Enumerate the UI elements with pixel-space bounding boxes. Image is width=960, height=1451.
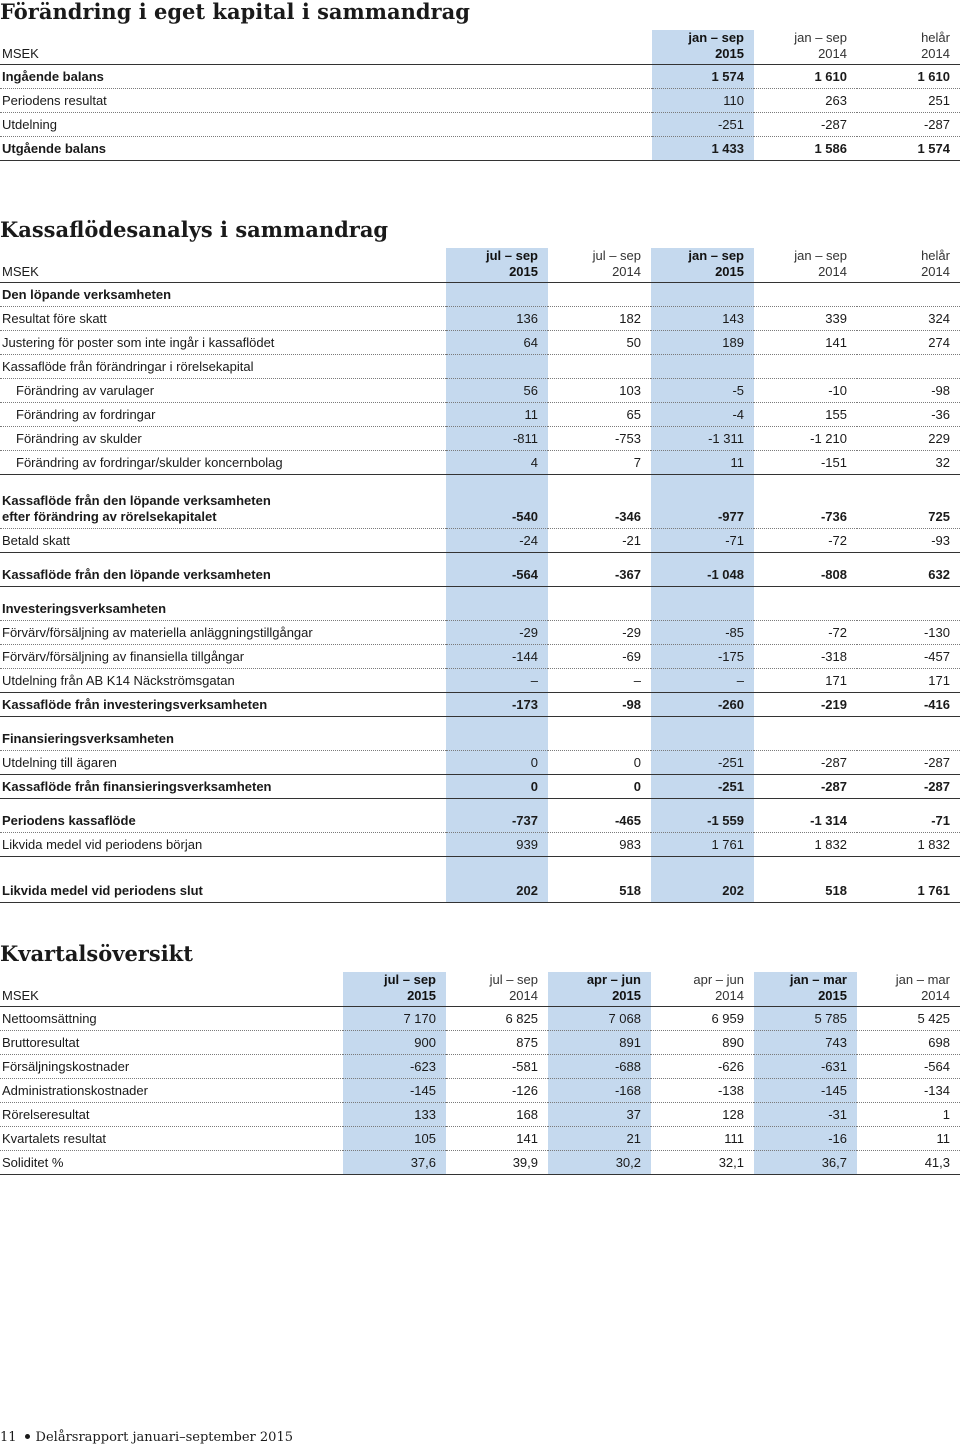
cell-value xyxy=(651,283,754,307)
cell-value: -287 xyxy=(857,751,960,775)
cell-value: 32 xyxy=(857,451,960,475)
column-header: jul – sep 2015 xyxy=(446,248,548,283)
cell-value: -465 xyxy=(548,809,651,833)
column-header: jan – sep 2014 xyxy=(794,30,847,61)
table-row xyxy=(0,1079,960,1103)
cell-value: -287 xyxy=(754,751,857,775)
cell-value: 983 xyxy=(548,833,651,857)
spacer-row xyxy=(0,799,960,810)
table-row xyxy=(0,1031,960,1055)
row-label: Förvärv/försäljning av finansiella tillgångar xyxy=(0,645,446,669)
cell-value: 11 xyxy=(857,1127,960,1151)
table-row xyxy=(0,645,960,669)
cell-value xyxy=(754,283,857,307)
cell-value: -29 xyxy=(548,621,651,645)
cell-value: -138 xyxy=(651,1079,754,1103)
row-label: Förändring av fordringar xyxy=(0,403,446,427)
cell-value: 0 xyxy=(548,751,651,775)
cell-value: 324 xyxy=(857,307,960,331)
cell-value: 133 xyxy=(343,1103,446,1127)
cell-value xyxy=(754,355,857,379)
cell-value: 11 xyxy=(446,403,548,427)
row-label: Förvärv/försäljning av materiella anläggningstillgångar xyxy=(0,621,446,645)
column-header: jan – mar 2015 xyxy=(754,972,857,1007)
cell-value: -71 xyxy=(857,809,960,833)
cell-value xyxy=(754,597,857,621)
cell-value: 202 xyxy=(446,879,548,903)
cell-value: -21 xyxy=(548,529,651,553)
cell-value: -631 xyxy=(754,1055,857,1079)
cell-value: -29 xyxy=(446,621,548,645)
cell-value: 41,3 xyxy=(857,1151,960,1175)
cell-value: 155 xyxy=(754,403,857,427)
table-row xyxy=(0,879,960,903)
table-row xyxy=(0,751,960,775)
table-row xyxy=(0,1103,960,1127)
cell-value: 4 xyxy=(446,451,548,475)
cell-value: -753 xyxy=(548,427,651,451)
cell-value: -318 xyxy=(754,645,857,669)
cell-value: -1 314 xyxy=(754,809,857,833)
cell-value: 698 xyxy=(857,1031,960,1055)
cell-value: -581 xyxy=(446,1055,548,1079)
row-label: Kvartalets resultat xyxy=(0,1127,343,1151)
cell-value: 1 761 xyxy=(857,879,960,903)
row-label: Kassaflöde från förändringar i rörelsekapital xyxy=(0,355,446,379)
cell-value xyxy=(548,597,651,621)
cell-value: 0 xyxy=(548,775,651,799)
cell-value: 1 832 xyxy=(754,833,857,857)
cell-value: -134 xyxy=(857,1079,960,1103)
quarterly-title: Kvartalsöversikt xyxy=(0,941,193,966)
cell-value: 39,9 xyxy=(446,1151,548,1175)
table-row xyxy=(0,355,960,379)
cell-value: 50 xyxy=(548,331,651,355)
column-header: helår 2014 xyxy=(921,30,950,61)
cell-value: 182 xyxy=(548,307,651,331)
cell-value xyxy=(857,597,960,621)
cell-value: -16 xyxy=(754,1127,857,1151)
row-label: Administrationskostnader xyxy=(0,1079,343,1103)
cell-value: -36 xyxy=(857,403,960,427)
cell-value: -145 xyxy=(754,1079,857,1103)
cell-value: 189 xyxy=(651,331,754,355)
row-label: Investeringsverksamheten xyxy=(0,597,446,621)
cell-value: -416 xyxy=(857,693,960,717)
cell-value: 21 xyxy=(548,1127,651,1151)
cell-value: 7 xyxy=(548,451,651,475)
table-row xyxy=(0,1127,960,1151)
cell-value: 0 xyxy=(446,775,548,799)
cell-value: 229 xyxy=(857,427,960,451)
quarterly-section xyxy=(0,942,960,1175)
row-label: Soliditet % xyxy=(0,1151,343,1175)
cashflow-title: Kassaflödesanalys i sammandrag xyxy=(0,217,389,242)
cell-value xyxy=(446,727,548,751)
row-label: Förändring av fordringar/skulder koncernbolag xyxy=(0,451,446,475)
bullet-icon xyxy=(25,1434,30,1439)
cell-value xyxy=(548,355,651,379)
cell-value: -10 xyxy=(754,379,857,403)
cell-value: -1 559 xyxy=(651,809,754,833)
cell-value xyxy=(446,283,548,307)
row-label: Betald skatt xyxy=(0,529,446,553)
cell-value: 36,7 xyxy=(754,1151,857,1175)
cell-value: 0 xyxy=(446,751,548,775)
cell-value xyxy=(857,727,960,751)
equity-table xyxy=(0,30,960,161)
row-label: Förändring av varulager xyxy=(0,379,446,403)
cell-value: 900 xyxy=(343,1031,446,1055)
cell-value: 7 068 xyxy=(548,1007,651,1031)
column-header: jul – sep 2014 xyxy=(592,248,641,279)
equity-header-row xyxy=(0,30,960,65)
cell-value: -251 xyxy=(651,751,754,775)
cell-value: 141 xyxy=(446,1127,548,1151)
row-label: Periodens kassaflöde xyxy=(0,809,446,833)
row-label: Utdelning till ägaren xyxy=(0,751,446,775)
cell-value: 6 825 xyxy=(446,1007,548,1031)
cell-value: 56 xyxy=(446,379,548,403)
cell-value: -145 xyxy=(343,1079,446,1103)
cell-value: 168 xyxy=(446,1103,548,1127)
cell-value: -72 xyxy=(754,529,857,553)
cell-value: 141 xyxy=(754,331,857,355)
table-row xyxy=(0,669,960,693)
cell-value: -1 311 xyxy=(651,427,754,451)
table-row xyxy=(0,529,960,553)
cell-value: 1 761 xyxy=(651,833,754,857)
cell-value: -736 xyxy=(754,485,857,529)
cell-value: -98 xyxy=(548,693,651,717)
cell-value: -688 xyxy=(548,1055,651,1079)
cell-value: -4 xyxy=(651,403,754,427)
spacer-row xyxy=(0,857,960,880)
cell-value: 37,6 xyxy=(343,1151,446,1175)
unit-label: MSEK xyxy=(2,264,39,279)
footer-text: Delårsrapport januari–september 2015 xyxy=(35,1430,293,1445)
equity-title: Förändring i eget kapital i sammandrag xyxy=(0,0,470,24)
column-header: apr – jun 2015 xyxy=(548,972,651,1007)
column-header: jan – sep 2014 xyxy=(794,248,847,279)
equity-section xyxy=(0,0,960,161)
cell-value xyxy=(446,355,548,379)
cell-value: -98 xyxy=(857,379,960,403)
cell-value: 37 xyxy=(548,1103,651,1127)
cell-value: -175 xyxy=(651,645,754,669)
cell-value: -93 xyxy=(857,529,960,553)
row-label: Kassaflöde från finansieringsverksamheten xyxy=(0,775,446,799)
cell-value: -144 xyxy=(446,645,548,669)
cell-value: 518 xyxy=(754,879,857,903)
cell-value xyxy=(857,283,960,307)
column-header: jan – sep 2015 xyxy=(651,248,754,283)
cell-value xyxy=(651,355,754,379)
table-row xyxy=(0,485,960,529)
cell-value: -130 xyxy=(857,621,960,645)
unit-label: MSEK xyxy=(2,46,39,61)
cell-value: 725 xyxy=(857,485,960,529)
unit-label: MSEK xyxy=(2,988,39,1003)
table-row xyxy=(0,1007,960,1031)
row-label: Likvida medel vid periodens början xyxy=(0,833,446,857)
cell-value: -71 xyxy=(651,529,754,553)
cell-value: -251 xyxy=(651,775,754,799)
cell-value: 136 xyxy=(446,307,548,331)
row-label: Finansieringsverksamheten xyxy=(0,727,446,751)
cell-value: 890 xyxy=(651,1031,754,1055)
cell-value: -219 xyxy=(754,693,857,717)
row-label: Försäljningskostnader xyxy=(0,1055,343,1079)
cell-value xyxy=(857,355,960,379)
cell-value: 7 170 xyxy=(343,1007,446,1031)
cell-value: -346 xyxy=(548,485,651,529)
cell-value: 143 xyxy=(651,307,754,331)
table-row xyxy=(0,833,960,857)
cell-value xyxy=(548,727,651,751)
spacer-row xyxy=(0,475,960,486)
cell-value: -737 xyxy=(446,809,548,833)
table-row xyxy=(0,379,960,403)
table-row xyxy=(0,283,960,307)
cell-value: -85 xyxy=(651,621,754,645)
cell-value: -151 xyxy=(754,451,857,475)
table-row xyxy=(0,775,960,799)
quarterly-table xyxy=(0,972,960,1175)
cell-value: -168 xyxy=(548,1079,651,1103)
cell-value: – xyxy=(548,669,651,693)
cell-value: -623 xyxy=(343,1055,446,1079)
row-label: Förändring av skulder xyxy=(0,427,446,451)
cell-value: 339 xyxy=(754,307,857,331)
table-row xyxy=(0,597,960,621)
cell-value: 891 xyxy=(548,1031,651,1055)
cell-value: -367 xyxy=(548,563,651,587)
table-row: Utdelning -251 -287 -287 xyxy=(0,113,960,137)
cell-value: 1 xyxy=(857,1103,960,1127)
page-number: 11 xyxy=(0,1430,17,1445)
cell-value xyxy=(651,597,754,621)
cell-value: -126 xyxy=(446,1079,548,1103)
cell-value: 171 xyxy=(857,669,960,693)
cell-value: -564 xyxy=(857,1055,960,1079)
cell-value: 30,2 xyxy=(548,1151,651,1175)
cell-value: -69 xyxy=(548,645,651,669)
cell-value: -1 210 xyxy=(754,427,857,451)
cell-value: -811 xyxy=(446,427,548,451)
table-row xyxy=(0,427,960,451)
row-label: Rörelseresultat xyxy=(0,1103,343,1127)
spacer-row xyxy=(0,717,960,728)
table-row xyxy=(0,693,960,717)
table-row xyxy=(0,727,960,751)
cell-value: -977 xyxy=(651,485,754,529)
cell-value xyxy=(754,727,857,751)
row-label: Bruttoresultat xyxy=(0,1031,343,1055)
table-row xyxy=(0,1055,960,1079)
cell-value: -24 xyxy=(446,529,548,553)
cell-value: 5 425 xyxy=(857,1007,960,1031)
cell-value: 518 xyxy=(548,879,651,903)
row-label: Kassaflöde från investeringsverksamheten xyxy=(0,693,446,717)
cell-value: – xyxy=(446,669,548,693)
column-header: jan – sep 2015 xyxy=(652,30,754,65)
cell-value: 939 xyxy=(446,833,548,857)
column-header: jul – sep 2015 xyxy=(343,972,446,1007)
cell-value: -260 xyxy=(651,693,754,717)
column-header: helår 2014 xyxy=(921,248,950,279)
cell-value: 65 xyxy=(548,403,651,427)
cell-value: -287 xyxy=(754,775,857,799)
column-header: jul – sep 2014 xyxy=(489,972,538,1003)
spacer-row xyxy=(0,553,960,564)
cell-value: -457 xyxy=(857,645,960,669)
table-row: Ingående balans 1 574 1 610 1 610 xyxy=(0,65,960,89)
row-label: Resultat före skatt xyxy=(0,307,446,331)
row-label: Kassaflöde från den löpande verksamheten efter förändring av rörelsekapitalet xyxy=(0,485,446,529)
column-header: apr – jun 2014 xyxy=(693,972,744,1003)
cell-value: -173 xyxy=(446,693,548,717)
cell-value: -287 xyxy=(857,775,960,799)
cell-value: -540 xyxy=(446,485,548,529)
table-row xyxy=(0,621,960,645)
cell-value: -808 xyxy=(754,563,857,587)
cell-value: 632 xyxy=(857,563,960,587)
table-row: Utgående balans 1 433 1 586 1 574 xyxy=(0,137,960,161)
cell-value: 11 xyxy=(651,451,754,475)
table-row xyxy=(0,331,960,355)
cell-value: -626 xyxy=(651,1055,754,1079)
table-row xyxy=(0,403,960,427)
cell-value: -564 xyxy=(446,563,548,587)
cell-value xyxy=(548,283,651,307)
cell-value: 103 xyxy=(548,379,651,403)
table-row xyxy=(0,451,960,475)
row-label: Utdelning från AB K14 Näckströmsgatan xyxy=(0,669,446,693)
row-label: Den löpande verksamheten xyxy=(0,283,446,307)
table-row xyxy=(0,307,960,331)
spacer-row xyxy=(0,587,960,598)
table-row xyxy=(0,1151,960,1175)
column-header: jan – mar 2014 xyxy=(895,972,950,1003)
cell-value: 111 xyxy=(651,1127,754,1151)
cell-value: 32,1 xyxy=(651,1151,754,1175)
cell-value: 5 785 xyxy=(754,1007,857,1031)
cell-value: 171 xyxy=(754,669,857,693)
cell-value: 743 xyxy=(754,1031,857,1055)
cell-value: -31 xyxy=(754,1103,857,1127)
cell-value: 202 xyxy=(651,879,754,903)
cell-value: 875 xyxy=(446,1031,548,1055)
cashflow-table xyxy=(0,248,960,903)
table-row xyxy=(0,563,960,587)
cell-value: 105 xyxy=(343,1127,446,1151)
cashflow-header-row xyxy=(0,248,960,283)
cell-value: 128 xyxy=(651,1103,754,1127)
cashflow-section xyxy=(0,218,960,903)
cell-value xyxy=(651,727,754,751)
cell-value: -72 xyxy=(754,621,857,645)
page-footer xyxy=(0,1430,293,1445)
row-label: Kassaflöde från den löpande verksamheten xyxy=(0,563,446,587)
cell-value: – xyxy=(651,669,754,693)
cell-value: 64 xyxy=(446,331,548,355)
quarterly-header-row xyxy=(0,972,960,1007)
cell-value: 274 xyxy=(857,331,960,355)
cell-value: 1 832 xyxy=(857,833,960,857)
table-row xyxy=(0,809,960,833)
cell-value: -1 048 xyxy=(651,563,754,587)
cell-value: 6 959 xyxy=(651,1007,754,1031)
cell-value xyxy=(446,597,548,621)
table-row: Periodens resultat 110 263 251 xyxy=(0,89,960,113)
cell-value: -5 xyxy=(651,379,754,403)
row-label: Justering för poster som inte ingår i kassaflödet xyxy=(0,331,446,355)
row-label: Likvida medel vid periodens slut xyxy=(0,879,446,903)
row-label: Nettoomsättning xyxy=(0,1007,343,1031)
